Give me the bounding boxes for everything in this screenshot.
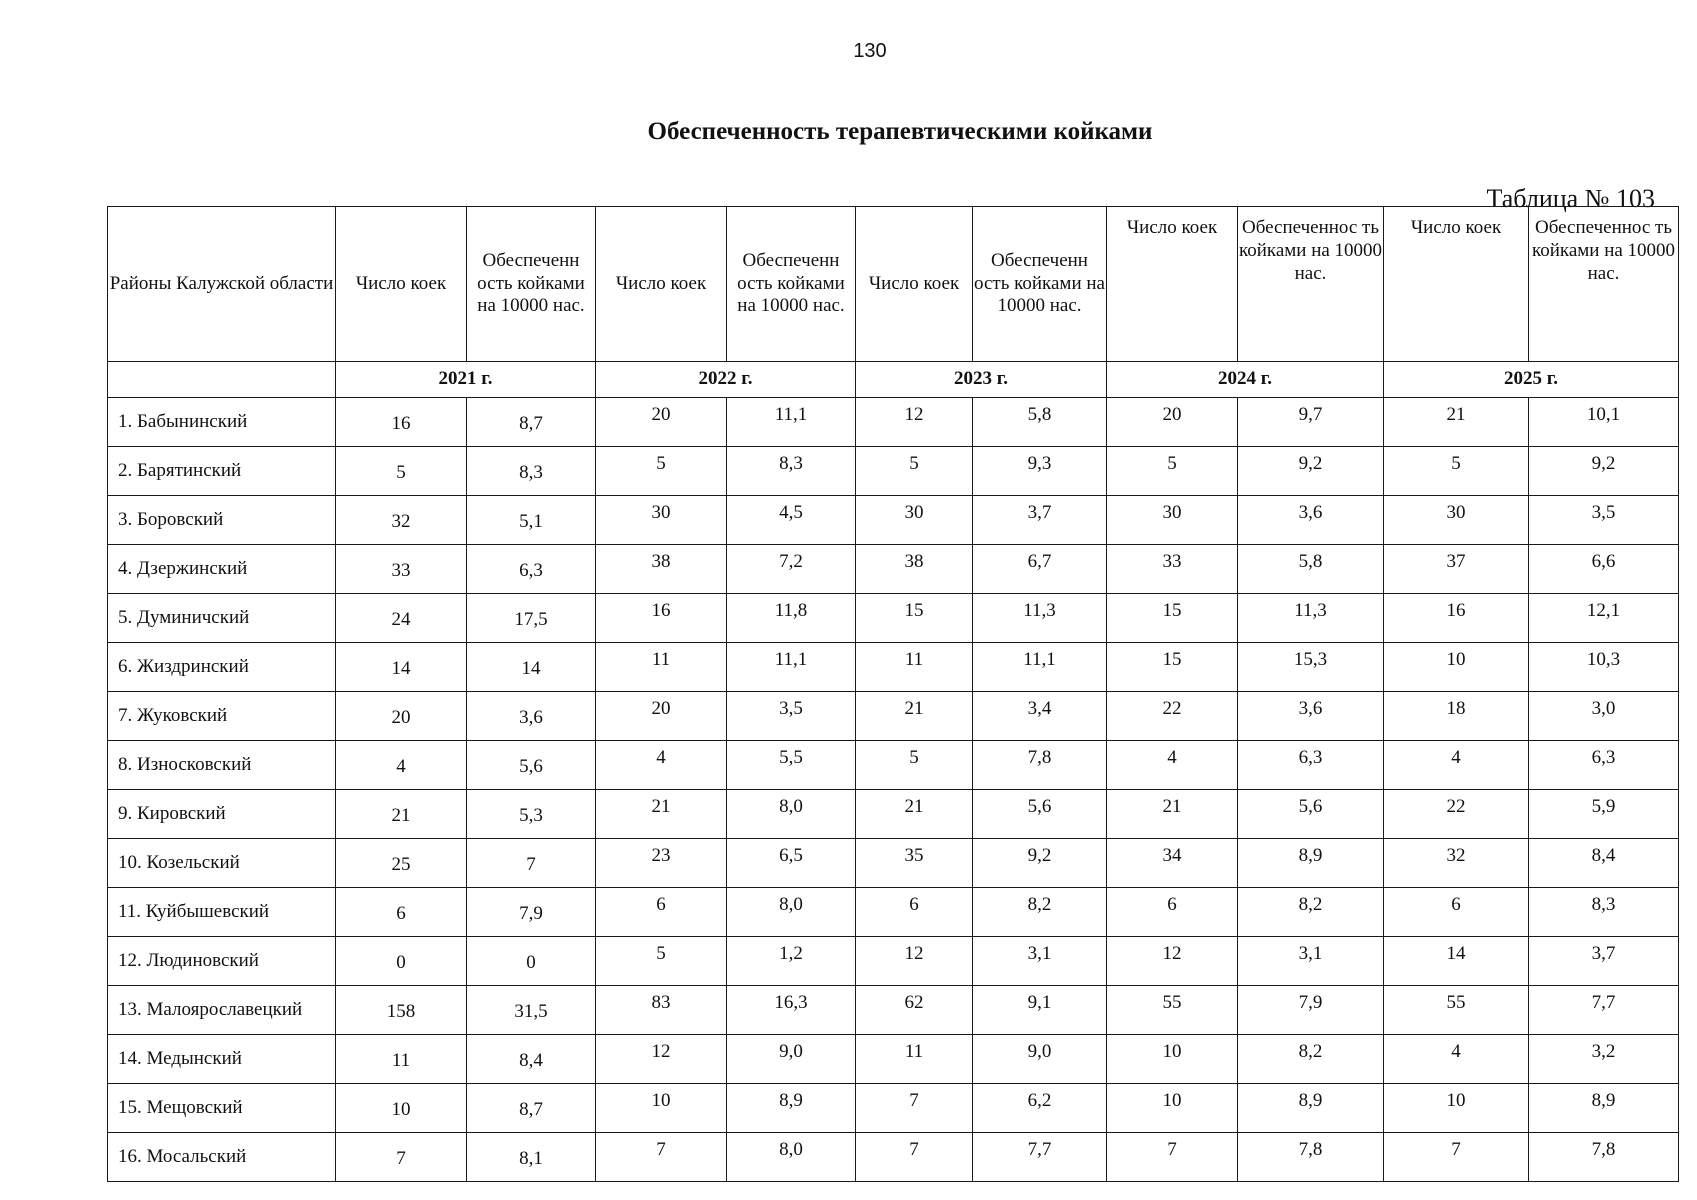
bed-rate-cell: 8,2 [1238,1035,1384,1084]
district-name: 11. Куйбышевский [108,888,336,937]
bed-rate-cell: 9,1 [973,986,1107,1035]
year-row [108,362,1679,398]
bed-count-cell: 33 [336,545,467,594]
bed-count-cell: 34 [1107,839,1238,888]
bed-count-cell: 32 [336,496,467,545]
bed-rate-cell: 8,2 [973,888,1107,937]
bed-count-cell: 4 [1107,741,1238,790]
bed-rate-cell: 8,9 [1238,839,1384,888]
bed-rate-cell: 3,5 [727,692,856,741]
bed-count-cell: 16 [596,594,727,643]
bed-rate-cell: 3,1 [1238,937,1384,986]
district-name: 3. Боровский [108,496,336,545]
district-name: 1. Бабынинский [108,398,336,447]
bed-count-cell: 14 [1384,937,1529,986]
bed-count-cell: 10 [1107,1084,1238,1133]
bed-count-cell: 24 [336,594,467,643]
bed-rate-cell: 5,5 [727,741,856,790]
bed-rate-cell: 7,8 [973,741,1107,790]
bed-count-cell: 30 [1107,496,1238,545]
district-name: 13. Малоярославецкий [108,986,336,1035]
bed-rate-cell: 5,6 [1238,790,1384,839]
bed-rate-cell: 9,3 [973,447,1107,496]
district-name: 12. Людиновский [108,937,336,986]
bed-rate-cell: 6,3 [467,545,596,594]
table-row [108,888,1679,937]
table-row [108,1035,1679,1084]
bed-rate-cell: 9,2 [1529,447,1679,496]
page-number: 130 [853,40,887,62]
district-name: 8. Износковский [108,741,336,790]
district-name: 16. Мосальский [108,1133,336,1182]
bed-count-cell: 18 [1384,692,1529,741]
table-row [108,643,1679,692]
bed-count-cell: 4 [1384,1035,1529,1084]
bed-count-cell: 10 [336,1084,467,1133]
bed-count-cell: 35 [856,839,973,888]
bed-count-cell: 6 [336,888,467,937]
district-name: 10. Козельский [108,839,336,888]
bed-count-cell: 12 [856,398,973,447]
bed-count-cell: 12 [596,1035,727,1084]
bed-count-cell: 30 [856,496,973,545]
bed-count-cell: 12 [1107,937,1238,986]
bed-count-cell: 16 [336,398,467,447]
bed-count-cell: 30 [596,496,727,545]
bed-rate-cell: 11,3 [1238,594,1384,643]
table-row [108,790,1679,839]
document-title: Обеспеченность терапевтическими койками [647,118,1153,145]
district-name: 7. Жуковский [108,692,336,741]
bed-rate-cell: 6,5 [727,839,856,888]
bed-rate-cell: 6,2 [973,1084,1107,1133]
bed-rate-cell: 7 [467,839,596,888]
bed-count-cell: 21 [856,692,973,741]
bed-rate-cell: 5,1 [467,496,596,545]
bed-count-cell: 7 [1107,1133,1238,1182]
bed-count-cell: 6 [596,888,727,937]
header-count-2022: Число коек [596,207,727,362]
header-count-2021: Число коек [336,207,467,362]
table-row [108,447,1679,496]
bed-rate-cell: 6,7 [973,545,1107,594]
bed-rate-cell: 5,3 [467,790,596,839]
bed-rate-cell: 8,9 [727,1084,856,1133]
bed-rate-cell: 7,9 [467,888,596,937]
bed-rate-cell: 3,6 [467,692,596,741]
bed-count-cell: 5 [596,937,727,986]
header-rate-2024: Обеспеченнос ть койками на 10000 нас. [1238,207,1384,362]
bed-count-cell: 20 [336,692,467,741]
bed-rate-cell: 8,3 [727,447,856,496]
bed-rate-cell: 8,7 [467,398,596,447]
bed-rate-cell: 6,3 [1529,741,1679,790]
bed-rate-cell: 9,2 [1238,447,1384,496]
bed-rate-cell: 7,9 [1238,986,1384,1035]
bed-rate-cell: 31,5 [467,986,596,1035]
bed-rate-cell: 11,1 [727,643,856,692]
bed-rate-cell: 17,5 [467,594,596,643]
bed-count-cell: 11 [856,1035,973,1084]
bed-count-cell: 6 [856,888,973,937]
bed-rate-cell: 8,0 [727,1133,856,1182]
year-2024: 2024 г. [1107,362,1384,398]
bed-rate-cell: 3,5 [1529,496,1679,545]
bed-rate-cell: 1,2 [727,937,856,986]
bed-rate-cell: 9,0 [727,1035,856,1084]
bed-count-cell: 5 [596,447,727,496]
district-name: 4. Дзержинский [108,545,336,594]
bed-rate-cell: 3,7 [973,496,1107,545]
district-name: 14. Медынский [108,1035,336,1084]
bed-count-cell: 22 [1107,692,1238,741]
table-row [108,839,1679,888]
bed-count-cell: 5 [336,447,467,496]
bed-count-cell: 20 [596,398,727,447]
bed-count-cell: 7 [596,1133,727,1182]
bed-count-cell: 25 [336,839,467,888]
bed-count-cell: 20 [596,692,727,741]
bed-rate-cell: 5,9 [1529,790,1679,839]
year-2025: 2025 г. [1384,362,1679,398]
bed-rate-cell: 16,3 [727,986,856,1035]
bed-rate-cell: 7,7 [973,1133,1107,1182]
header-rate-2021: Обеспеченн ость койками на 10000 нас. [467,207,596,362]
table-row [108,986,1679,1035]
district-name: 15. Мещовский [108,1084,336,1133]
bed-rate-cell: 6,6 [1529,545,1679,594]
district-name: 5. Думиничский [108,594,336,643]
bed-count-cell: 15 [1107,594,1238,643]
bed-rate-cell: 8,7 [467,1084,596,1133]
table-row [108,545,1679,594]
bed-count-cell: 0 [336,937,467,986]
bed-count-cell: 21 [596,790,727,839]
bed-count-cell: 12 [856,937,973,986]
bed-count-cell: 10 [1107,1035,1238,1084]
bed-rate-cell: 5,6 [973,790,1107,839]
bed-count-cell: 33 [1107,545,1238,594]
bed-count-cell: 83 [596,986,727,1035]
bed-rate-cell: 0 [467,937,596,986]
bed-count-cell: 5 [856,741,973,790]
bed-count-cell: 7 [336,1133,467,1182]
bed-rate-cell: 3,6 [1238,692,1384,741]
table-row [108,692,1679,741]
bed-rate-cell: 11,8 [727,594,856,643]
bed-rate-cell: 4,5 [727,496,856,545]
year-2023: 2023 г. [856,362,1107,398]
bed-count-cell: 37 [1384,545,1529,594]
bed-count-cell: 7 [856,1133,973,1182]
bed-count-cell: 7 [1384,1133,1529,1182]
bed-count-cell: 11 [336,1035,467,1084]
district-name: 2. Барятинский [108,447,336,496]
bed-rate-cell: 8,2 [1238,888,1384,937]
bed-rate-cell: 3,4 [973,692,1107,741]
bed-count-cell: 4 [336,741,467,790]
bed-count-cell: 30 [1384,496,1529,545]
bed-count-cell: 21 [1107,790,1238,839]
year-2021: 2021 г. [336,362,596,398]
bed-rate-cell: 8,0 [727,888,856,937]
bed-rate-cell: 9,0 [973,1035,1107,1084]
year-2022: 2022 г. [596,362,856,398]
bed-count-cell: 5 [856,447,973,496]
bed-count-cell: 22 [1384,790,1529,839]
bed-rate-cell: 15,3 [1238,643,1384,692]
beds-table [107,206,1679,1182]
header-count-2023: Число коек [856,207,973,362]
bed-count-cell: 5 [1384,447,1529,496]
bed-rate-cell: 3,6 [1238,496,1384,545]
bed-rate-cell: 5,8 [1238,545,1384,594]
bed-count-cell: 14 [336,643,467,692]
bed-count-cell: 38 [856,545,973,594]
bed-count-cell: 6 [1107,888,1238,937]
bed-rate-cell: 8,9 [1529,1084,1679,1133]
bed-count-cell: 15 [1107,643,1238,692]
bed-rate-cell: 7,2 [727,545,856,594]
bed-rate-cell: 3,7 [1529,937,1679,986]
header-rate-2023: Обеспеченн ость койками на 10000 нас. [973,207,1107,362]
bed-count-cell: 15 [856,594,973,643]
bed-rate-cell: 12,1 [1529,594,1679,643]
bed-rate-cell: 9,2 [973,839,1107,888]
bed-count-cell: 21 [856,790,973,839]
table-row [108,937,1679,986]
table-body [108,398,1679,1182]
bed-rate-cell: 11,3 [973,594,1107,643]
bed-count-cell: 10 [1384,1084,1529,1133]
bed-rate-cell: 10,3 [1529,643,1679,692]
bed-count-cell: 62 [856,986,973,1035]
bed-rate-cell: 9,7 [1238,398,1384,447]
bed-rate-cell: 5,6 [467,741,596,790]
bed-rate-cell: 8,1 [467,1133,596,1182]
bed-count-cell: 4 [596,741,727,790]
bed-rate-cell: 11,1 [973,643,1107,692]
bed-rate-cell: 3,2 [1529,1035,1679,1084]
bed-rate-cell: 14 [467,643,596,692]
header-district: Районы Калужской области [108,207,336,362]
bed-rate-cell: 8,4 [467,1035,596,1084]
bed-count-cell: 55 [1384,986,1529,1035]
bed-count-cell: 158 [336,986,467,1035]
bed-rate-cell: 6,3 [1238,741,1384,790]
bed-rate-cell: 8,3 [467,447,596,496]
table-row [108,496,1679,545]
bed-rate-cell: 8,4 [1529,839,1679,888]
bed-rate-cell: 7,7 [1529,986,1679,1035]
header-rate-2025: Обеспеченнос ть койками на 10000 нас. [1529,207,1679,362]
bed-count-cell: 7 [856,1084,973,1133]
bed-rate-cell: 8,9 [1238,1084,1384,1133]
bed-count-cell: 23 [596,839,727,888]
header-row [108,207,1679,362]
bed-rate-cell: 7,8 [1238,1133,1384,1182]
bed-count-cell: 55 [1107,986,1238,1035]
table-row [108,741,1679,790]
bed-rate-cell: 10,1 [1529,398,1679,447]
bed-rate-cell: 8,0 [727,790,856,839]
bed-count-cell: 20 [1107,398,1238,447]
district-name: 9. Кировский [108,790,336,839]
bed-count-cell: 11 [596,643,727,692]
bed-count-cell: 11 [856,643,973,692]
bed-rate-cell: 11,1 [727,398,856,447]
bed-count-cell: 21 [336,790,467,839]
district-name: 6. Жиздринский [108,643,336,692]
table-row [108,594,1679,643]
year-empty-cell [108,362,336,398]
bed-rate-cell: 5,8 [973,398,1107,447]
bed-rate-cell: 8,3 [1529,888,1679,937]
header-rate-2022: Обеспеченн ость койками на 10000 нас. [727,207,856,362]
bed-count-cell: 32 [1384,839,1529,888]
bed-count-cell: 6 [1384,888,1529,937]
table-number: Таблица № 103 [1486,184,1655,213]
header-count-2025: Число коек [1384,207,1529,362]
bed-count-cell: 21 [1384,398,1529,447]
bed-rate-cell: 3,0 [1529,692,1679,741]
bed-rate-cell: 3,1 [973,937,1107,986]
table-row [108,398,1679,447]
header-count-2024: Число коек [1107,207,1238,362]
bed-count-cell: 10 [596,1084,727,1133]
table-row [108,1084,1679,1133]
bed-count-cell: 5 [1107,447,1238,496]
table-row [108,1133,1679,1182]
bed-count-cell: 10 [1384,643,1529,692]
bed-rate-cell: 7,8 [1529,1133,1679,1182]
bed-count-cell: 4 [1384,741,1529,790]
bed-count-cell: 16 [1384,594,1529,643]
bed-count-cell: 38 [596,545,727,594]
